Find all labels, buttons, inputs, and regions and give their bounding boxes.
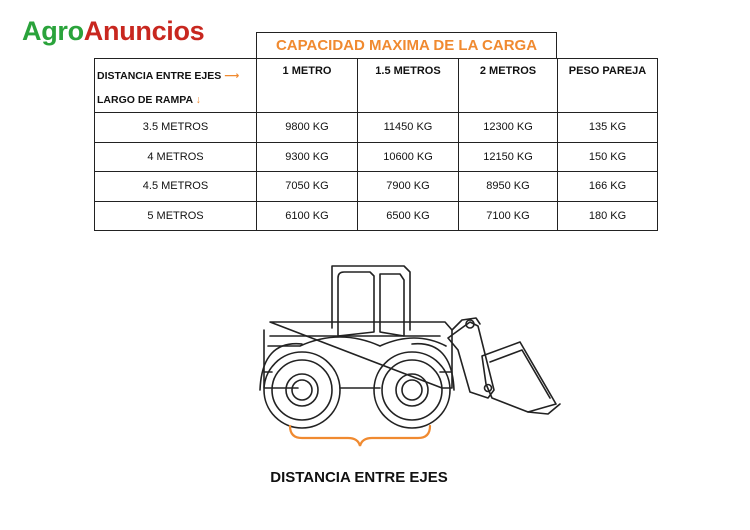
- col-header: 2 METROS: [459, 59, 558, 113]
- logo-anuncios-text: Anuncios: [83, 16, 205, 46]
- table-cell: 7900 KG: [358, 172, 459, 202]
- table-cell: 135 KG: [558, 113, 658, 143]
- row-label: 4.5 METROS: [95, 172, 257, 202]
- table-cell: 10600 KG: [358, 142, 459, 172]
- table-cell: 166 KG: [558, 172, 658, 202]
- table-row: [95, 172, 658, 202]
- front-wheel: [264, 352, 340, 428]
- arrow-down-icon: ↓: [195, 94, 201, 106]
- loader-window-right: [380, 274, 404, 336]
- col-header: PESO PAREJA: [558, 59, 658, 113]
- axle-distance-label: DISTANCIA ENTRE EJES: [97, 70, 222, 82]
- corner-line-1: [97, 64, 256, 88]
- table-cell: 12150 KG: [459, 142, 558, 172]
- table-row: [95, 142, 658, 172]
- rear-wheel: [374, 352, 450, 428]
- row-label: 5 METROS: [95, 201, 257, 231]
- corner-line-2: [97, 88, 256, 112]
- row-label: 3.5 METROS: [95, 113, 257, 143]
- ramp-length-label: LARGO DE RAMPA: [97, 94, 193, 106]
- axle-distance-caption: DISTANCIA ENTRE EJES: [270, 469, 448, 486]
- agroanuncios-logo: [22, 18, 204, 45]
- table-header-row: [95, 59, 658, 113]
- axle-distance-brace: [290, 426, 430, 446]
- table-cell: 7100 KG: [459, 201, 558, 231]
- table-row: [95, 113, 658, 143]
- table-title: CAPACIDAD MAXIMA DE LA CARGA: [256, 32, 557, 58]
- logo-agro-text: Agro: [22, 16, 84, 46]
- table-cell: 9300 KG: [257, 142, 358, 172]
- col-header: 1.5 METROS: [358, 59, 459, 113]
- table-cell: 6100 KG: [257, 201, 358, 231]
- table-row: [95, 201, 658, 231]
- table-cell: 12300 KG: [459, 113, 558, 143]
- table-cell: 9800 KG: [257, 113, 358, 143]
- wheel-loader-illustration: [256, 258, 566, 448]
- table-cell: 7050 KG: [257, 172, 358, 202]
- capacity-table: [94, 58, 658, 231]
- table-cell: 6500 KG: [358, 201, 459, 231]
- loader-bucket: [482, 342, 556, 412]
- loader-window-left: [338, 272, 374, 336]
- arrow-right-icon: ⟶: [224, 70, 240, 82]
- row-label: 4 METROS: [95, 142, 257, 172]
- corner-header: [95, 59, 257, 113]
- col-header: 1 METRO: [257, 59, 358, 113]
- table-cell: 8950 KG: [459, 172, 558, 202]
- table-cell: 150 KG: [558, 142, 658, 172]
- table-cell: 11450 KG: [358, 113, 459, 143]
- table-cell: 180 KG: [558, 201, 658, 231]
- loader-cab: [332, 266, 410, 330]
